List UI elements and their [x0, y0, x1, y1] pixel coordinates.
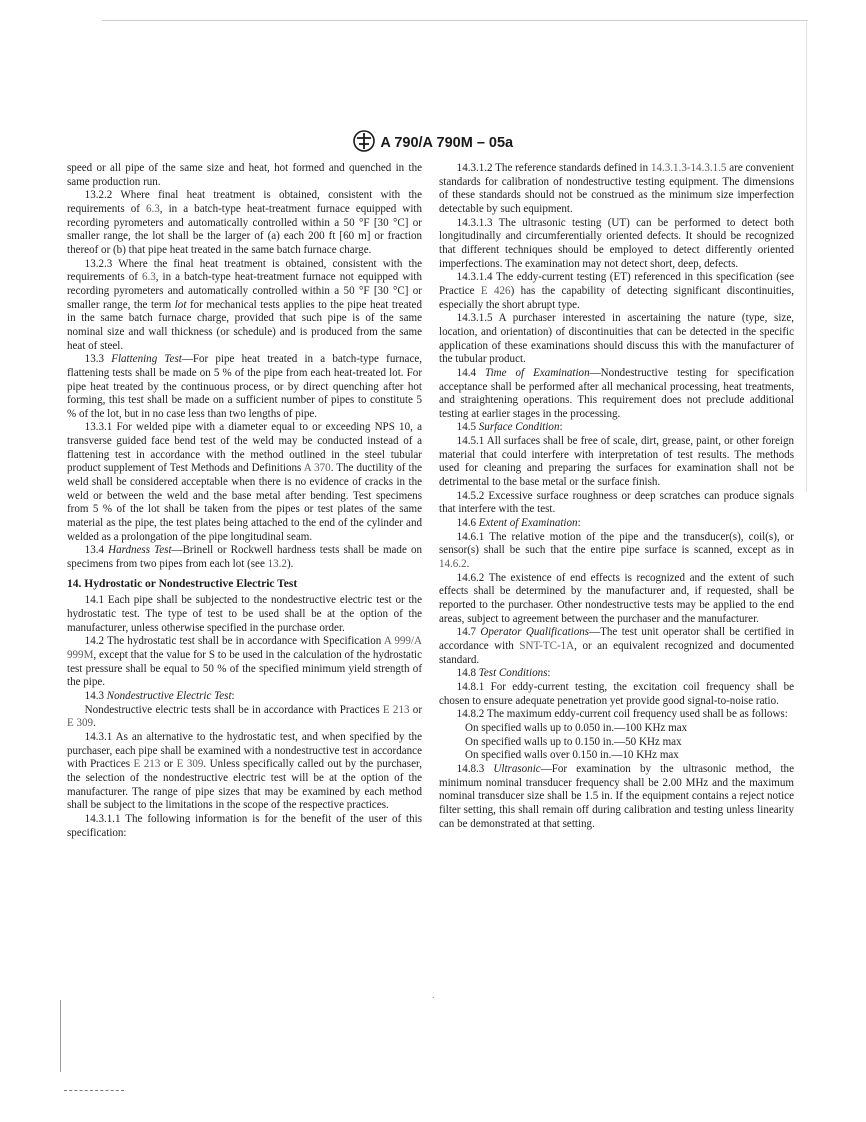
cross-ref-link[interactable]: E 213: [382, 703, 410, 716]
cross-ref-link[interactable]: A 370: [303, 462, 331, 475]
paragraph-14-8-3: 14.8.3 Ultrasonic—For examination by the ultrasonic method, the minimum nominal transducer frequency shall be 2.00 MHz and the maximum nominal transducer size shall be 1.5 in. If the equipment contains a reject notice filter setting, this shall remain off during calibration and testing unless linearity can be demonstrated at that setting.: [439, 762, 794, 830]
paragraph-14-8: 14.8 Test Conditions:: [456, 667, 551, 680]
left-column: [67, 162, 422, 840]
cross-ref-link[interactable]: 14.3.1.3-14.3.1.5: [650, 162, 727, 174]
paragraph-14-5-2: 14.5.2 Excessive surface roughness or deep scratches can produce signals that interfere with the test.: [439, 489, 794, 516]
section-heading: 14. Hydrostatic or Nondestructive Electric Test: [67, 577, 298, 590]
paragraph-14-6-2: 14.6.2 The existence of end effects is recognized and the extent of such effects shall be determined by the manufacturer and, if requested, shall be reported to the purchaser. Other nondestructive tests may be applied to the end areas, subject to agreement between the purchaser and the manufacturer.: [439, 571, 794, 625]
paragraph-14-6: 14.6 Extent of Examination:: [456, 517, 581, 530]
paragraph-14-3-1-3: 14.3.1.3 The ultrasonic testing (UT) can be performed to detect both longitudinally and circumferentially oriented defects. It should be recognized that different techniques should be employed to detect differently oriented imperfections. The examination may not detect short, deep, defects.: [439, 216, 794, 270]
paragraph: speed or all pipe of the same size and heat, hot formed and quenched in the same production run.: [67, 162, 422, 188]
paragraph-13-4: 13.4 Hardness Test—Brinell or Rockwell hardness tests shall be made on specimens from two pipes from each lot (see 13.2).: [67, 544, 422, 571]
page-header: [0, 130, 866, 152]
paragraph-14-4: 14.4 Time of Examination—Nondestructive testing for specification acceptance shall be performed after all mechanical processing, heat treatments, and straightening operations. This requirement does not preclude additional testing at earlier stages in the processing.: [439, 366, 794, 420]
frequency-line: On specified walls over 0.150 in.—10 KHz max: [465, 749, 679, 762]
paragraph-13-2-2: 13.2.2 Where final heat treatment is obtained, consistent with the requirements of 6.3, in a batch-type heat-treatment furnace equipped with recording pyrometers and automatically controlled within a 50 °F [30 °C] or smaller range, the lot shall be the larger of (a) each 200 ft [60 m] or fraction thereof or (b) that pipe heat treated in the same batch furnace charge.: [67, 189, 422, 256]
paragraph-14-3-1: 14.3.1 As an alternative to the hydrostatic test, and when specified by the purchaser, each pipe shall be examined with a nondestructive test in accordance with Practices E 213 or E 309. Unless specifically called out by the purchaser, the selection of the nondestructive electric test will be at the option of the manufacturer. The range of pipe sizes that may be examined by each method shall be subject to the limitations in the scope of the respective practices.: [67, 730, 422, 812]
paragraph-14-1: 14.1 Each pipe shall be subjected to the nondestructive electric test or the hydrostatic test. The type of test to be used shall be at the option of the manufacturer, unless otherwise specified in the purchase order.: [67, 594, 422, 634]
paragraph-13-3-1: 13.3.1 For welded pipe with a diameter equal to or exceeding NPS 10, a transverse guided face bend test of the weld may be conducted instead of a flattening test in accordance with the method outlined in the steel tubular product supplement of Test Methods and Definitions A 370. The ductility of the weld shall be considered acceptable when there is no evidence of cracks in the weld or between the weld and the base metal after bending. Test specimens from 5 % of the lot shall be taken from the pipes or test plates of the same material as the pipe, the test plates being attached to the end of the cylinder and welded as a prolongation of the pipe longitudinal seam.: [67, 421, 422, 543]
paragraph-14-8-2: 14.8.2 The maximum eddy-current coil frequency used shall be as follows:: [456, 708, 788, 721]
paragraph-14-6-1: 14.6.1 The relative motion of the pipe and the transducer(s), coil(s), or sensor(s) shall be such that the entire pipe surface is scanned, except as in 14.6.2.: [439, 530, 794, 571]
cross-ref-link[interactable]: 6.3: [141, 271, 156, 284]
cross-ref-link[interactable]: SNT-TC-1A: [519, 639, 575, 652]
paragraph-14-5: 14.5 Surface Condition:: [456, 421, 563, 434]
scan-dot: .: [432, 990, 435, 1001]
cross-ref-link[interactable]: E 426: [480, 284, 511, 297]
paragraph-13-3: 13.3 Flattening Test—For pipe heat treated in a batch-type furnace, flattening tests shall be made on 5 % of the pipe from each heat-treated lot. For pipe heat treated by the continuous process, or by direct quenching after hot forming, this test shall be made on a sufficient number of pipes to constitute 5 % of the lot, but in no case less than two lengths of pipe.: [67, 353, 423, 420]
paragraph-14-8-1: 14.8.1 For eddy-current testing, the excitation coil frequency shall be chosen to ensure adequate penetration yet provide good signal-to-noise ratio.: [439, 680, 794, 707]
paragraph-14-3-1-2: 14.3.1.2 The reference standards defined in 14.3.1.3-14.3.1.5 are convenient standards for calibration of nondestructive testing equipment. The dimensions of these standards should not be construed as the minimum size imperfection detectable by such equipment.: [439, 162, 794, 215]
paragraph-14-3-1-5: 14.3.1.5 A purchaser interested in ascertaining the nature (type, size, location, and orientation) of discontinuities that can be detected in the specific application of these examinations should discuss this with the manufacturer of the tubular product.: [439, 312, 794, 366]
designation: A 790/A 790M – 05a: [380, 135, 514, 151]
scan-artifact: [64, 1090, 124, 1091]
top-rule: [102, 20, 808, 21]
paragraph-13-2-3: 13.2.3 Where the final heat treatment is obtained, consistent with the requirements of 6.3, in a batch-type heat-treatment furnace not equipped with recording pyrometers and automatically controlled within a 50 °F [30 °C] or smaller range, the term lot for mechanical tests applies to the pipe heat treated in the same batch furnace charge, provided that such pipe is of the same nominal size and wall thickness (or schedule) and is produced from the same heat of steel.: [67, 257, 422, 352]
cross-ref-link[interactable]: E 213: [133, 758, 161, 771]
paragraph-14-5-1: 14.5.1 All surfaces shall be free of scale, dirt, grease, paint, or other foreign material that could interfere with interpretation of test results. The methods used for cleaning and preparing the surfaces for examination shall not be detrimental to the base metal or the surface finish.: [439, 435, 794, 489]
scan-edge-line: [806, 22, 807, 492]
scan-margin-mark: [60, 1000, 61, 1072]
paragraph-14-3: 14.3 Nondestructive Electric Test:: [84, 689, 235, 702]
paragraph-14-3-1-4: 14.3.1.4 The eddy-current testing (ET) referenced in this specification (see Practice E 426) has the capability of detecting significant discontinuities, especially the short abrupt type.: [439, 271, 794, 311]
cross-ref-link[interactable]: 14.6.2: [439, 558, 467, 571]
cross-ref-link[interactable]: E 309: [176, 758, 204, 771]
frequency-line: On specified walls up to 0.050 in.—100 KHz max: [465, 721, 688, 734]
astm-logo-icon: [353, 130, 375, 152]
right-column: [439, 162, 794, 831]
paragraph-14-7: 14.7 Operator Qualifications—The test unit operator shall be certified in accordance with SNT-TC-1A, or an equivalent recognized and documented standard.: [439, 626, 794, 666]
cross-ref-link[interactable]: 13.2: [267, 558, 287, 571]
paragraph-14-3-1-1: 14.3.1.1 The following information is for the benefit of the user of this specification:: [67, 812, 422, 839]
paragraph-14-2: 14.2 The hydrostatic test shall be in accordance with Specification A 999/A 999M, except that the value for S to be used in the calculation of the hydrostatic test pressure shall be equal to 50 % of the specified minimum yield strength of the pipe.: [67, 635, 423, 689]
paragraph: Nondestructive electric tests shall be in accordance with Practices E 213 or E 309.: [67, 703, 422, 730]
cross-ref-link[interactable]: 6.3: [145, 202, 160, 215]
cross-ref-link[interactable]: E 309: [67, 717, 94, 730]
cross-ref-link[interactable]: A 999/A 999M: [67, 635, 423, 661]
frequency-line: On specified walls up to 0.150 in.—50 KHz max: [465, 735, 682, 748]
